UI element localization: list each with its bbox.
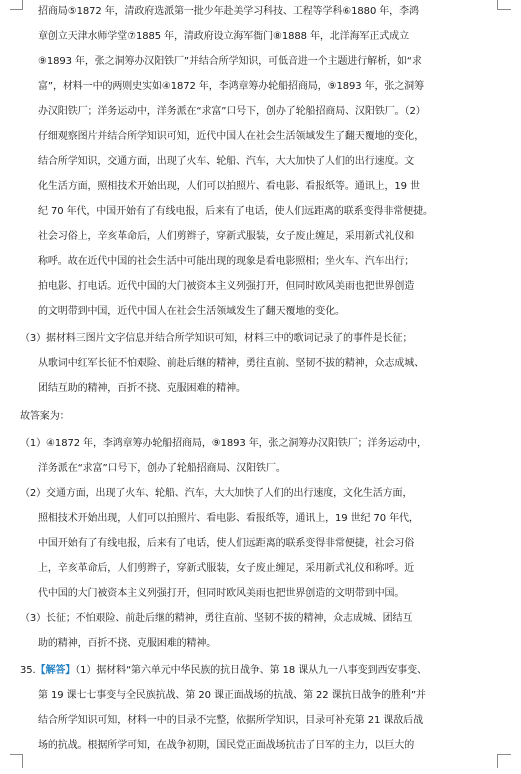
text-line: 从歌词中红军长征不怕艰险、前赴后继的精神，勇往直前、坚韧不拔的精神，众志成城、 <box>38 358 425 369</box>
crop-mark-bottom-right-v <box>497 754 498 768</box>
text-line: 的文明带到中国，近代中国人在社会生活领域发生了翻天覆地的变化。 <box>38 306 345 317</box>
text-line: ⑨1893 年，张之洞筹办汉阳铁厂”并结合所学知识，可低音进一个主题进行解析，如“求 <box>38 56 422 67</box>
text-line: 化生活方面，照相技术开始出现，人们可以拍照片、看电影、看报纸等。通讯上，19 世 <box>38 181 420 192</box>
text-line: 社会习俗上，辛亥革命后，人们剪辫子，穿新式服装，女子废止缠足，采用新式礼仪和 <box>38 231 415 242</box>
text-line: 代中国的大门被资本主义列强打开，但同时欧风美雨也把世界创造的文明带到中国。 <box>38 588 405 599</box>
question-number: 35. <box>20 665 36 676</box>
text-line: （3）据材料三图片文字信息并结合所学知识可知，材料三中的歌词记录了的事件是长征； <box>20 333 413 344</box>
text-line: 办汉阳铁厂；洋务运动中，洋务派在“求富”口号下，创办了轮船招商局、汉阳铁厂。（2） <box>38 106 426 117</box>
crop-mark-top-right-h <box>497 9 511 10</box>
text-line: 富”，材料一中的两则史实如④1872 年，李鸿章筹办轮船招商局，⑨1893 年，张之洞筹 <box>38 81 424 92</box>
text-line: 场的抗战。根据所学可知，在战争初期，国民党正面战场抗击了日军的主力，以巨大的 <box>38 740 415 751</box>
answer-tag: 【解答】 <box>35 665 76 676</box>
text-line: 中国开始有了有线电报，后来有了电话，使人们远距离的联系变得非常便捷，社会习俗 <box>38 538 415 549</box>
text-line: 称呼。故在近代中国的社会生活中可能出现的现象是看电影照相；坐火车、汽车出行； <box>38 256 415 267</box>
text-line: （1）据材料“第六单元中华民族的抗日战争、第 18 课从九一八事变到西安事变、 <box>75 665 427 676</box>
text-line: 结合所学知识，交通方面，出现了火车、轮船、汽车，大大加快了人们的出行速度。文 <box>38 156 415 167</box>
text-line: 纪 70 年代，中国开始有了有线电报，后来有了电话，使人们远距离的联系变得非常便捷。 <box>38 206 433 217</box>
text-line: 拍电影、打电话。近代中国的大门被资本主义列强打开，但同时欧风美雨也把世界创造 <box>38 281 415 292</box>
crop-mark-bottom-left-v <box>22 754 23 768</box>
text-line: （3）长征；不怕艰险、前赴后继的精神，勇往直前、坚韧不拔的精神，众志成城、团结互 <box>20 613 413 624</box>
question-35-header <box>20 664 486 678</box>
text-line: 团结互助的精神，百折不挠、克服困难的精神。 <box>38 383 246 394</box>
text-line: 章创立天津水师学堂⑦1885 年，清政府设立海军衙门⑧1888 年，北洋海军正式成立 <box>38 31 409 42</box>
crop-mark-bottom-left-h <box>10 754 22 755</box>
text-line: 上，辛亥革命后，人们剪辫子，穿新式服装，女子废止缠足，采用新式礼仪和称呼。近 <box>38 563 415 574</box>
text-line: 结合所学知识可知，材料一中的目录不完整，依据所学知识，目录可补充第 21 课敌后战 <box>38 715 423 726</box>
crop-mark-top-left-v <box>22 0 23 10</box>
text-line: 第 19 课七七事变与全民族抗战、第 20 课正面战场的抗战、第 22 课抗日战争的胜利”并 <box>38 690 426 701</box>
crop-mark-top-right-v <box>497 0 498 10</box>
text-line: （2）交通方面，出现了火车、轮船、汽车，大大加快了人们的出行速度，文化生活方面， <box>20 488 413 499</box>
text-line: 招商局⑤1872 年，清政府选派第一批少年赴美学习科技、工程等学科⑥1880 年，李鸿 <box>38 6 419 17</box>
text-line: 仔细观察图片并结合所学知识可知，近代中国人在社会生活领域发生了翻天覆地的变化， <box>38 131 425 142</box>
text-line: 洋务派在“求富”口号下，创办了轮船招商局、汉阳铁厂。 <box>38 463 286 474</box>
text-line: （1）④1872 年，李鸿章筹办轮船招商局，⑨1893 年，张之洞筹办汉阳铁厂；洋务运动中， <box>20 438 427 449</box>
crop-mark-top-left-h <box>10 9 22 10</box>
text-line: 照相技术开始出现，人们可以拍照片、看电影、看报纸等，通讯上，19 世纪 70 年代， <box>38 513 419 524</box>
text-line: 助的精神，百折不挠、克服困难的精神。 <box>38 638 217 649</box>
text-line: 故答案为： <box>20 411 70 422</box>
crop-mark-bottom-right-h <box>497 754 511 755</box>
